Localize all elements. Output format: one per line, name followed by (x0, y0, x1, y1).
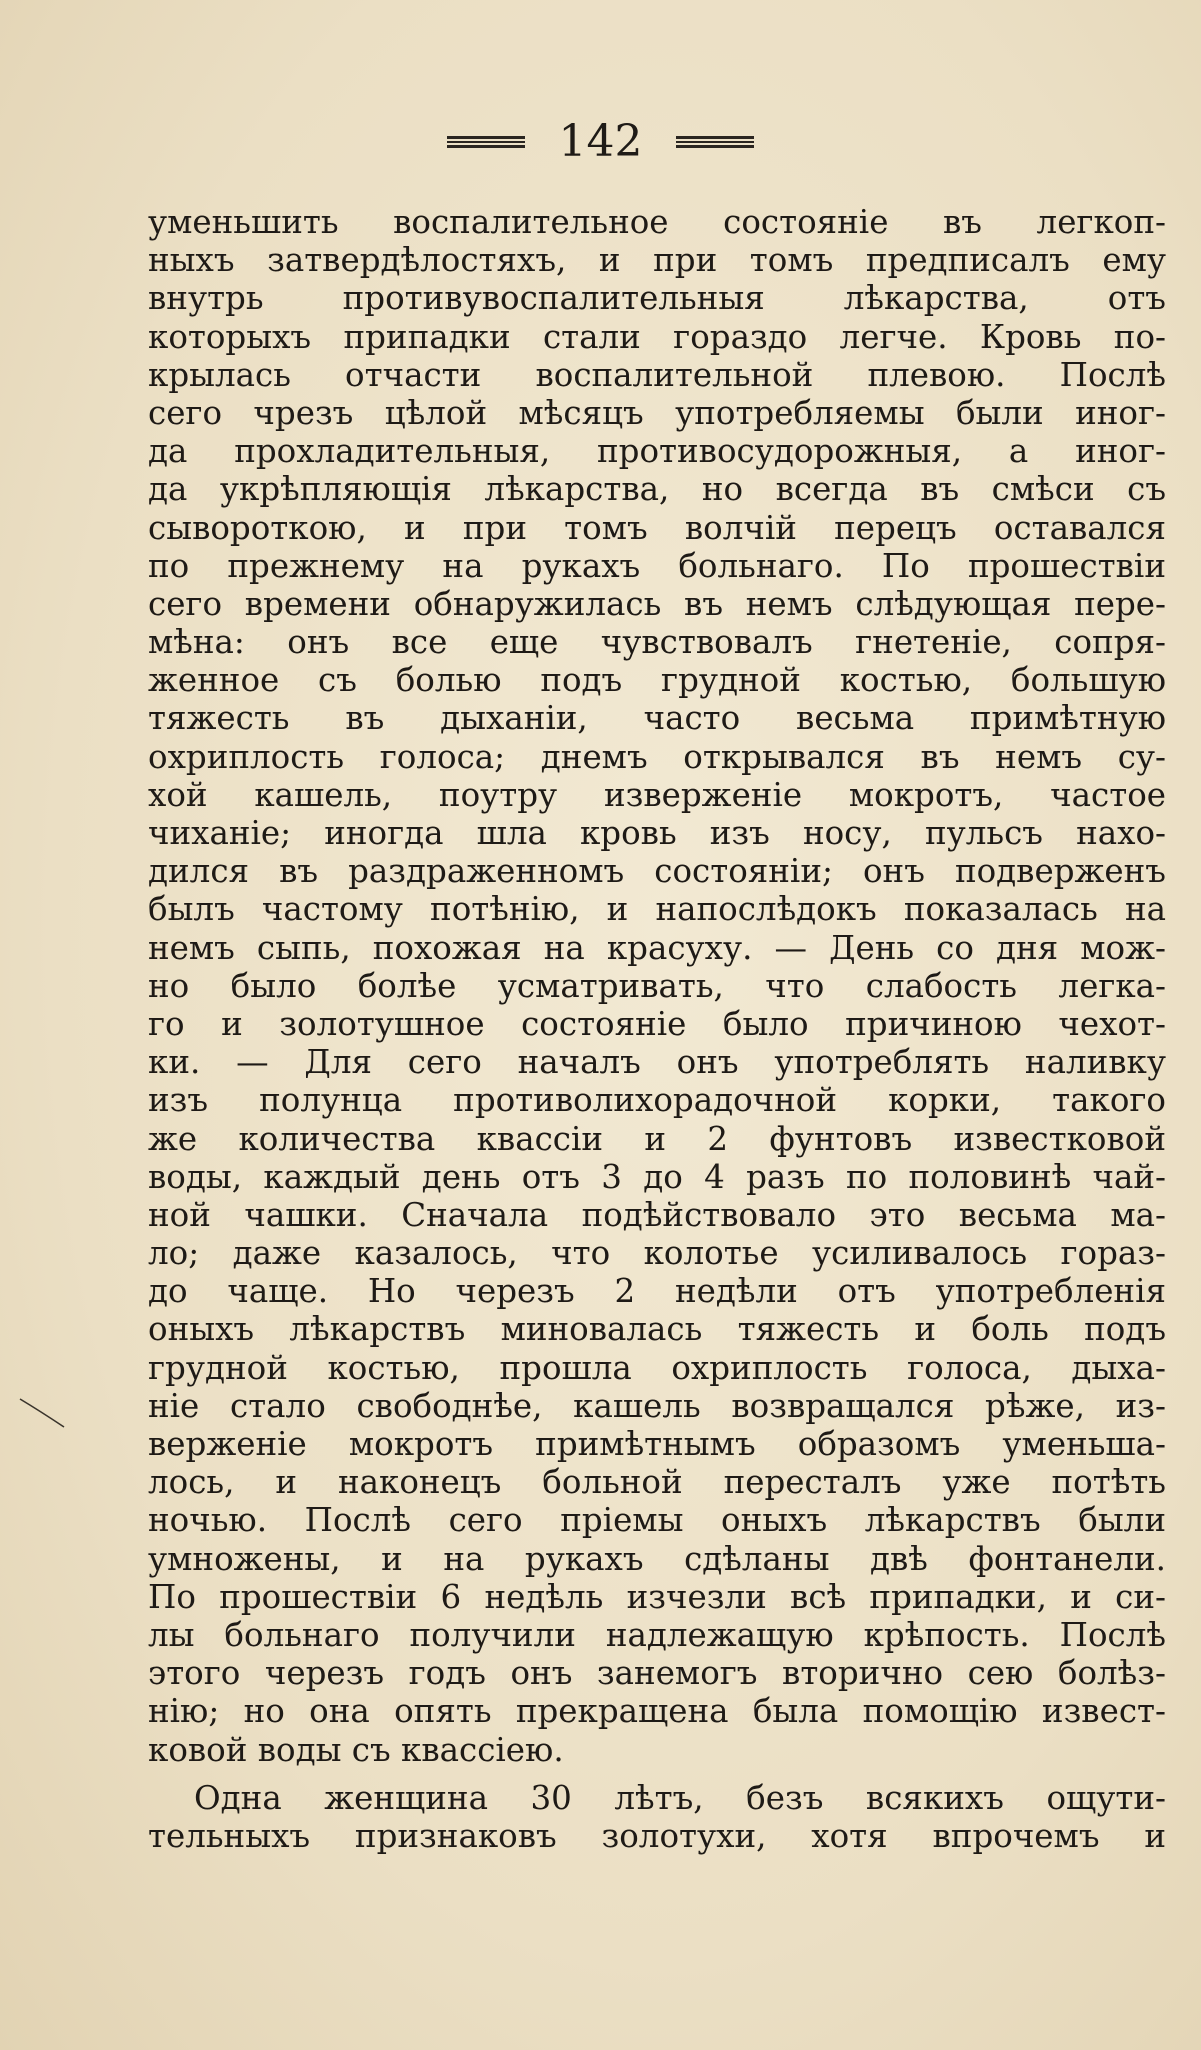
text-line: лы больнаго получили надлежащую крѣпость. Послѣ (148, 1615, 1166, 1654)
text-line: же количества квассіи и 2 фунтовъ известковой (148, 1119, 1166, 1158)
text-line: ной чашки. Сначала подѣйствовало это весьма ма- (148, 1195, 1166, 1234)
text-line: женное съ болью подъ грудной костью, большую (148, 661, 1166, 700)
text-line: сего времени обнаружилась въ немъ слѣдующая пере- (148, 584, 1166, 623)
text-line: сывороткою, и при томъ волчій перецъ оставался (148, 508, 1166, 547)
text-line: тельныхъ признаковъ золотухи, хотя впрочемъ и (148, 1816, 1166, 1855)
text-line: да прохладительныя, противосудорожныя, а иног- (148, 432, 1166, 471)
text-line: оныхъ лѣкарствъ миновалась тяжесть и боль подъ (148, 1310, 1166, 1349)
right-ornament-rule (676, 136, 754, 148)
text-line: былъ частому потѣнію, и напослѣдокъ показалась на (148, 890, 1166, 929)
text-line: лось, и наконецъ больной пересталъ уже потѣть (148, 1463, 1166, 1502)
text-line: изъ полунца противолихорадочной корки, такого (148, 1081, 1166, 1120)
text-line: По прошествіи 6 недѣль изчезли всѣ припадки, и си- (148, 1577, 1166, 1616)
text-line: уменьшить воспалительное состояніе въ легкоп- (148, 203, 1166, 241)
text-line: грудной костью, прошла охриплость голоса, дыха- (148, 1348, 1166, 1387)
text-line: по прежнему на рукахъ больнаго. По прошествіи (148, 546, 1166, 585)
text-line: воды, каждый день отъ 3 до 4 разъ по половинѣ чай- (148, 1157, 1166, 1196)
text-line: умножены, и на рукахъ сдѣланы двѣ фонтанели. (148, 1539, 1166, 1578)
page-header (0, 112, 1201, 172)
text-line: которыхъ припадки стали гораздо легче. Кровь по- (148, 317, 1166, 356)
text-line: хой кашель, поутру изверженіе мокротъ, частое (148, 775, 1166, 814)
text-line: внутрь противувоспалительныя лѣкарства, отъ (148, 279, 1166, 318)
paragraph-1 (148, 203, 1166, 1769)
text-line: Одна женщина 30 лѣтъ, безъ всякихъ ощути- (194, 1778, 1166, 1817)
text-line: дился въ раздраженномъ состояніи; онъ подверженъ (148, 852, 1166, 891)
text-line: ніе стало свободнѣе, кашель возвращался рѣже, из- (148, 1386, 1166, 1425)
text-line: ныхъ затвердѣлостяхъ, и при томъ предписалъ ему (148, 241, 1166, 280)
left-ornament-rule (447, 136, 525, 148)
text-line: крылась отчасти воспалительной плевою. Послѣ (148, 355, 1166, 394)
text-line: да укрѣпляющія лѣкарства, но всегда въ смѣси съ (148, 470, 1166, 509)
text-line: ки. — Для сего началъ онъ употреблять наливку (148, 1043, 1166, 1082)
paragraph-gap (148, 1769, 1166, 1779)
text-line: но было болѣе усматривать, что слабость легка- (148, 966, 1166, 1005)
paragraph-2 (148, 1779, 1166, 1855)
text-line: мѣна: онъ все еще чувствовалъ гнетеніе, сопря- (148, 623, 1166, 662)
text-line: го и золотушное состояніе было причиною чехот- (148, 1004, 1166, 1043)
text-line: охриплость голоса; днемъ открывался въ немъ су- (148, 737, 1166, 776)
text-line: ковой воды съ квассіею. (148, 1730, 564, 1769)
text-line: немъ сыпь, похожая на красуху. — День со дня мож- (148, 928, 1166, 967)
page-number: 142 (558, 116, 643, 167)
text-line: ночью. Послѣ сего пріемы оныхъ лѣкарствъ были (148, 1501, 1166, 1540)
text-line: ло; даже казалось, что колотье усиливалось горaз- (148, 1234, 1166, 1273)
text-line: чиханіе; иногда шла кровь изъ носу, пульсъ нахо- (148, 814, 1166, 852)
text-line: сего чрезъ цѣлой мѣсяцъ употребляемы были иног- (148, 393, 1166, 432)
text-line: нію; но она опять прекращена была помощію извест- (148, 1692, 1166, 1731)
margin-pencil-mark (18, 1395, 68, 1431)
text-line: тяжесть въ дыханіи, часто весьма примѣтную (148, 699, 1166, 738)
text-line: до чаще. Но черезъ 2 недѣли отъ употребленія (148, 1272, 1166, 1311)
text-line: этого черезъ годъ онъ занемогъ вторично сею болѣз- (148, 1654, 1166, 1693)
body-text (148, 203, 1166, 1855)
text-line: верженіе мокротъ примѣтнымъ образомъ уменьша- (148, 1425, 1166, 1463)
